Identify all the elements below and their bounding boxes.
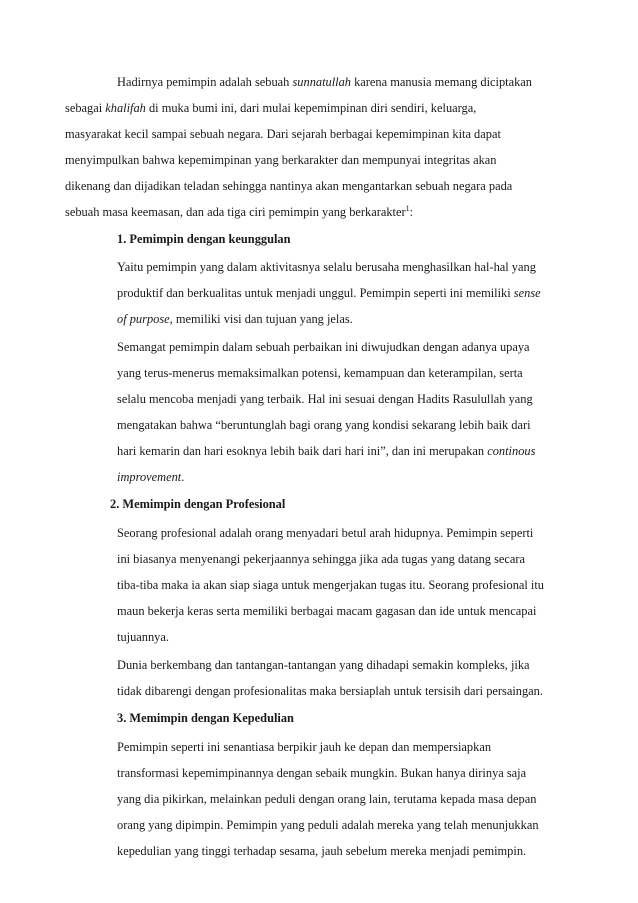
s3-p1-line-4: orang yang dipimpin. Pemimpin yang peduli adalah mereka yang telah menunjukkan <box>117 818 539 832</box>
s3-p1-line-2: transformasi kepemimpinannya dengan sebaik mungkin. Bukan hanya dirinya saja <box>117 766 527 780</box>
intro-line-6: sebuah masa keemasan, dan ada tiga ciri pemimpin yang berkarakter$^1$: <box>65 203 414 219</box>
s1-p1-line-1: Yaitu pemimpin yang dalam aktivitasnya selalu berusaha menghasilkan hal-hal yang <box>117 260 536 274</box>
s1-p2-line-5: hari kemarin dan hari esoknya lebih baik dari hari ini”, dan ini merupakan continous <box>117 444 536 458</box>
intro-line-4: menyimpulkan bahwa kepemimpinan yang berkarakter dan mempunyai integritas akan <box>65 153 497 167</box>
s3-p1-line-5: kepedulian yang tinggi terhadap sesama, jauh sebelum mereka menjadi pemimpin. <box>117 844 527 858</box>
s2-p1-line-5: tujuannya. <box>117 630 169 644</box>
s1-p1-line-3: of purpose, memiliki visi dan tujuan yang jelas. <box>117 312 353 326</box>
s1-p2-line-1: Semangat pemimpin dalam sebuah perbaikan ini diwujudkan dengan adanya upaya <box>117 340 530 354</box>
footnote-reference[interactable]: 1 <box>405 203 410 213</box>
s2-p1-line-3: tiba-tiba maka ia akan siap siaga untuk mengerjakan tugas itu. Seorang profesional itu <box>117 578 545 592</box>
intro-line-3: masyarakat kecil sampai sebuah negara. Dari sejarah berbagai kepemimpinan kita dapat <box>65 127 501 141</box>
s3-p1-line-1: Pemimpin seperti ini senantiasa berpikir jauh ke depan dan mempersiapkan <box>117 740 492 754</box>
s2-p1-line-2: ini biasanya menyenangi pekerjaannya sehingga jika ada tugas yang datang secara <box>117 552 526 566</box>
s1-p1-line-2: produktif dan berkualitas untuk menjadi unggul. Pemimpin seperti ini memiliki sense <box>117 286 541 300</box>
section-1-heading: 1. Pemimpin dengan keunggulan <box>117 232 291 246</box>
section-3-heading: 3. Memimpin dengan Kepedulian <box>117 711 294 725</box>
s1-p2-line-4: mengatakan bahwa “beruntunglah bagi orang yang kondisi sekarang lebih baik dari <box>117 418 531 432</box>
intro-line-1: Hadirnya pemimpin adalah sebuah sunnatullah karena manusia memang diciptakan <box>117 75 532 89</box>
s2-p2-line-1: Dunia berkembang dan tantangan-tantangan yang dihadapi semakin kompleks, jika <box>117 658 530 672</box>
intro-line-5: dikenang dan dijadikan teladan sehingga nantinya akan mengantarkan sebuah negara pada <box>65 179 513 193</box>
section-2-heading: 2. Memimpin dengan Profesional <box>110 497 286 511</box>
intro-line-2: sebagai khalifah di muka bumi ini, dari mulai kepemimpinan diri sendiri, keluarga, <box>65 101 477 115</box>
s1-p2-line-3: selalu mencoba menjadi yang terbaik. Hal ini sesuai dengan Hadits Rasulullah yang <box>117 392 533 406</box>
s2-p1-line-4: maun bekerja keras serta memiliki berbagai macam gagasan dan ide untuk mencapai <box>117 604 537 618</box>
term-sunnatullah: sunnatullah <box>292 75 352 89</box>
s2-p2-line-2: tidak dibarengi dengan profesionalitas maka bersiaplah untuk tersisih dari persaingan. <box>117 684 543 698</box>
s3-p1-line-3: yang dia pikirkan, melainkan peduli dengan orang lain, terutama kepada masa depan <box>117 792 537 806</box>
term-khalifah: khalifah <box>105 101 146 115</box>
s1-p2-line-6: improvement. <box>117 470 185 484</box>
s1-p2-line-2: yang terus-menerus memaksimalkan potensi, kemampuan dan keterampilan, serta <box>117 366 523 380</box>
s2-p1-line-1: Seorang profesional adalah orang menyadari betul arah hidupnya. Pemimpin seperti <box>117 526 534 540</box>
